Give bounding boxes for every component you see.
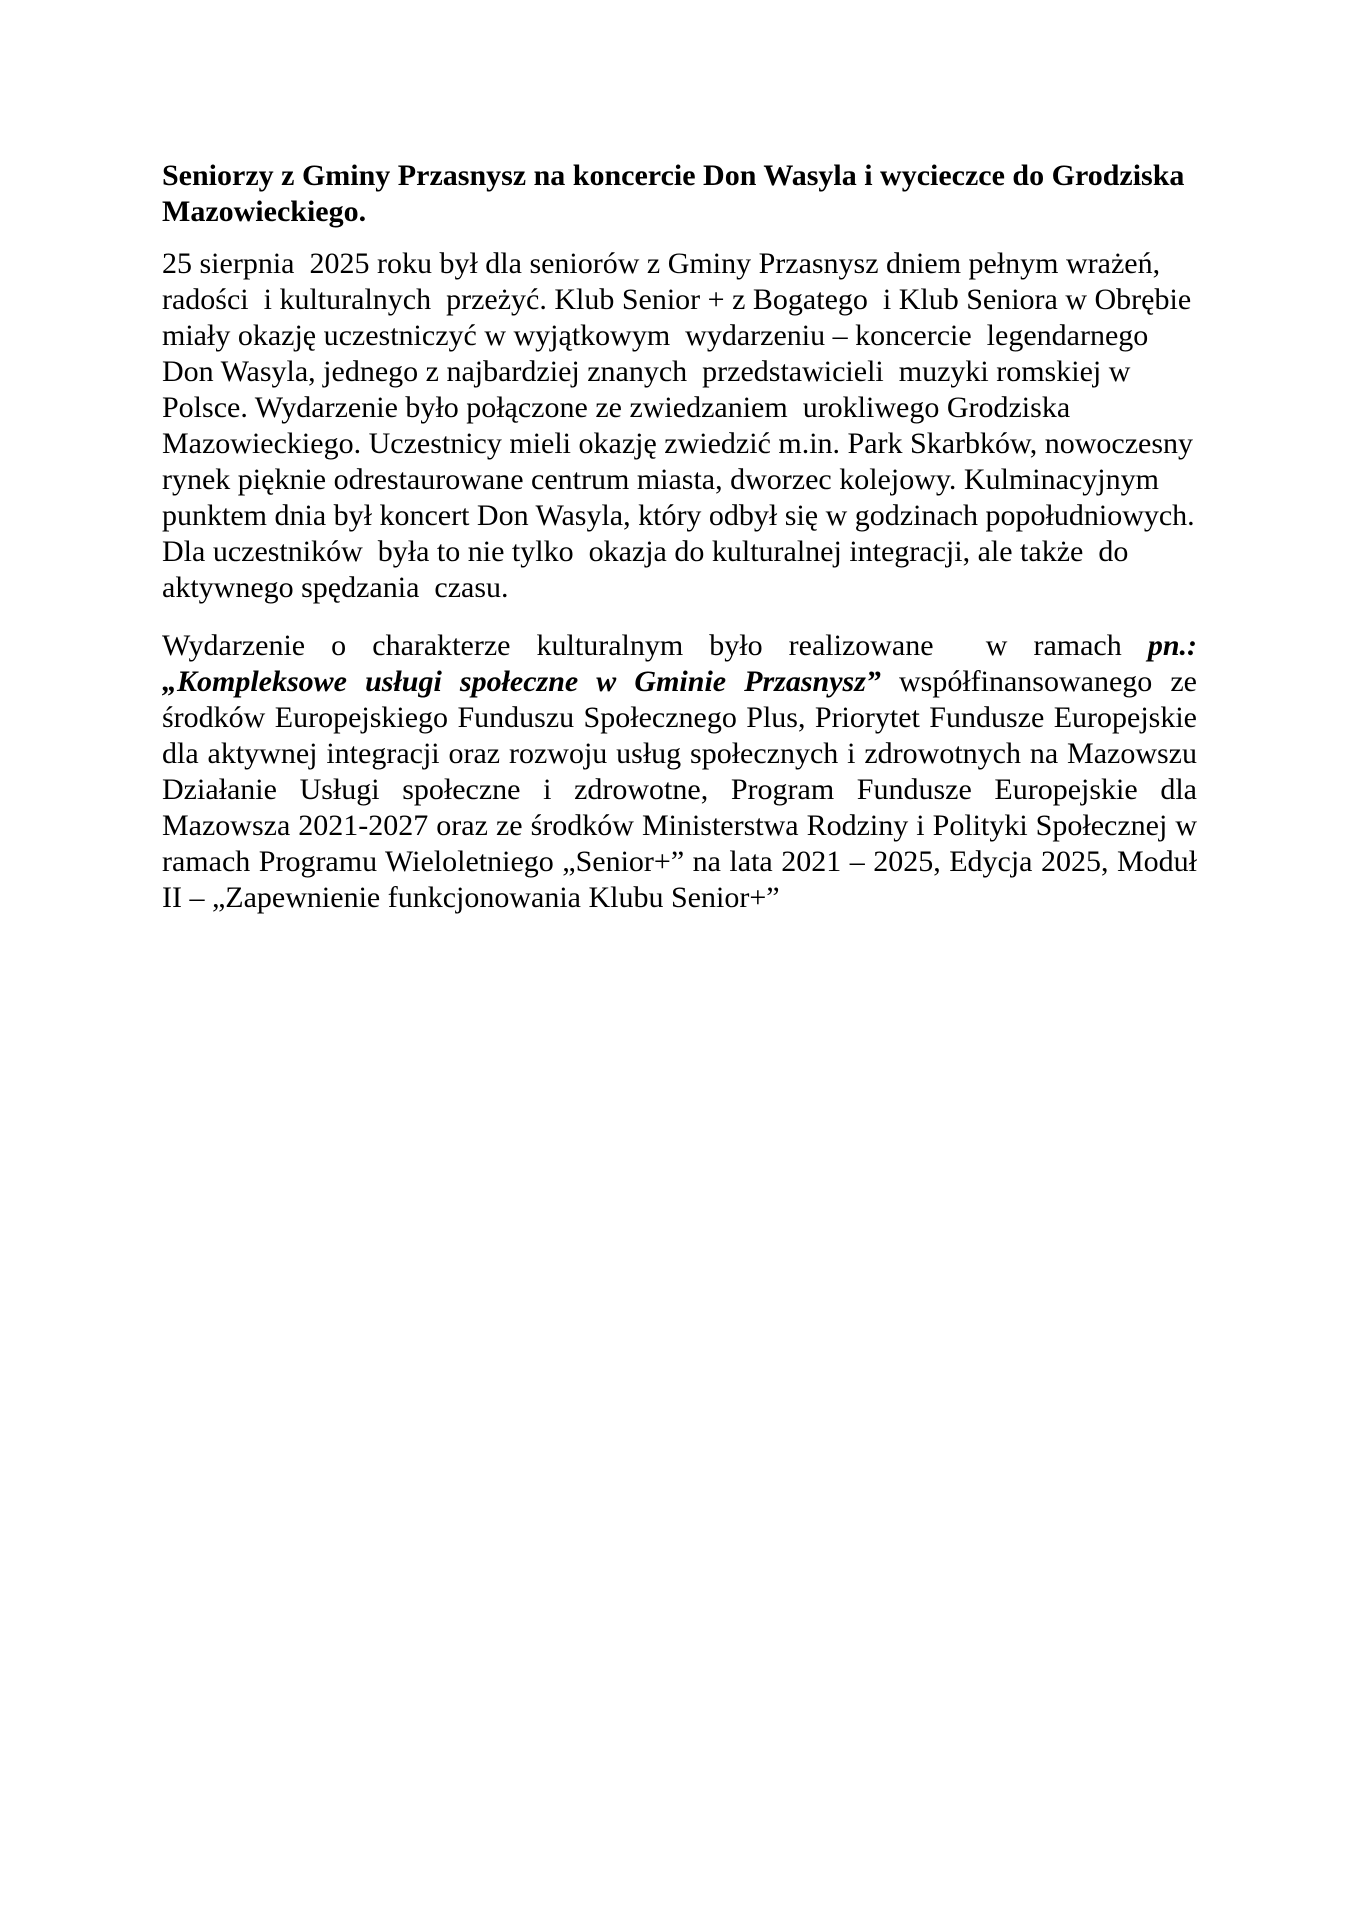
paragraph-funding-info: [162, 628, 1205, 916]
paragraph-event-description: 25 sierpnia 2025 roku był dla seniorów z Gminy Przasnysz dniem pełnym wrażeń, radości i kulturalnych przeżyć. Klub Senior + z Bogatego i Klub Seniora w Obrębie miały okazję uczestniczyć w wyjątkowym wydarzeniu – koncercie legendarnego Don Wasyla, jednego z najbardziej znanych przedstawicieli muzyki romskiej w Polsce. Wydarzenie było połączone ze zwiedzaniem urokliwego Grodziska Mazowieckiego. Uczestnicy mieli okazję zwiedzić m.in. Park Skarbków, nowoczesny rynek pięknie odrestaurowane centrum miasta, dworzec kolejowy. Kulminacyjnym punktem dnia był koncert Don Wasyla, który odbył się w godzinach popołudniowych. Dla uczestników była to nie tylko okazja do kulturalnej integracji, ale także do aktywnego spędzania czasu.: [162, 247, 1207, 604]
funding-text-prefix: Wydarzenie o charakterze kulturalnym było realizowane w ramach: [162, 629, 1148, 662]
project-name-emphasis: pn.: „Kompleksowe usługi społeczne w Gminie Przasnysz”: [162, 629, 1205, 698]
document-title: Seniorzy z Gminy Przasnysz na koncercie Don Wasyla i wycieczce do Grodziska Mazowieckiego.: [162, 159, 1192, 228]
document-content: [162, 158, 1207, 938]
funding-text-suffix: współfinansowanego ze środków Europejskiego Funduszu Społecznego Plus, Priorytet Fundusze Europejskie dla aktywnej integracji oraz rozwoju usług społecznych i zdrowotnych na Mazowszu Działanie Usługi społeczne i zdrowotne, Program Fundusze Europejskie dla Mazowsza 2021-2027 oraz ze środków Ministerstwa Rodziny i Polityki Społecznej w ramach Programu Wieloletniego „Senior+” na lata 2021 – 2025, Edycja 2025, Moduł II – „Zapewnienie funkcjonowania Klubu Senior+”: [162, 665, 1205, 914]
